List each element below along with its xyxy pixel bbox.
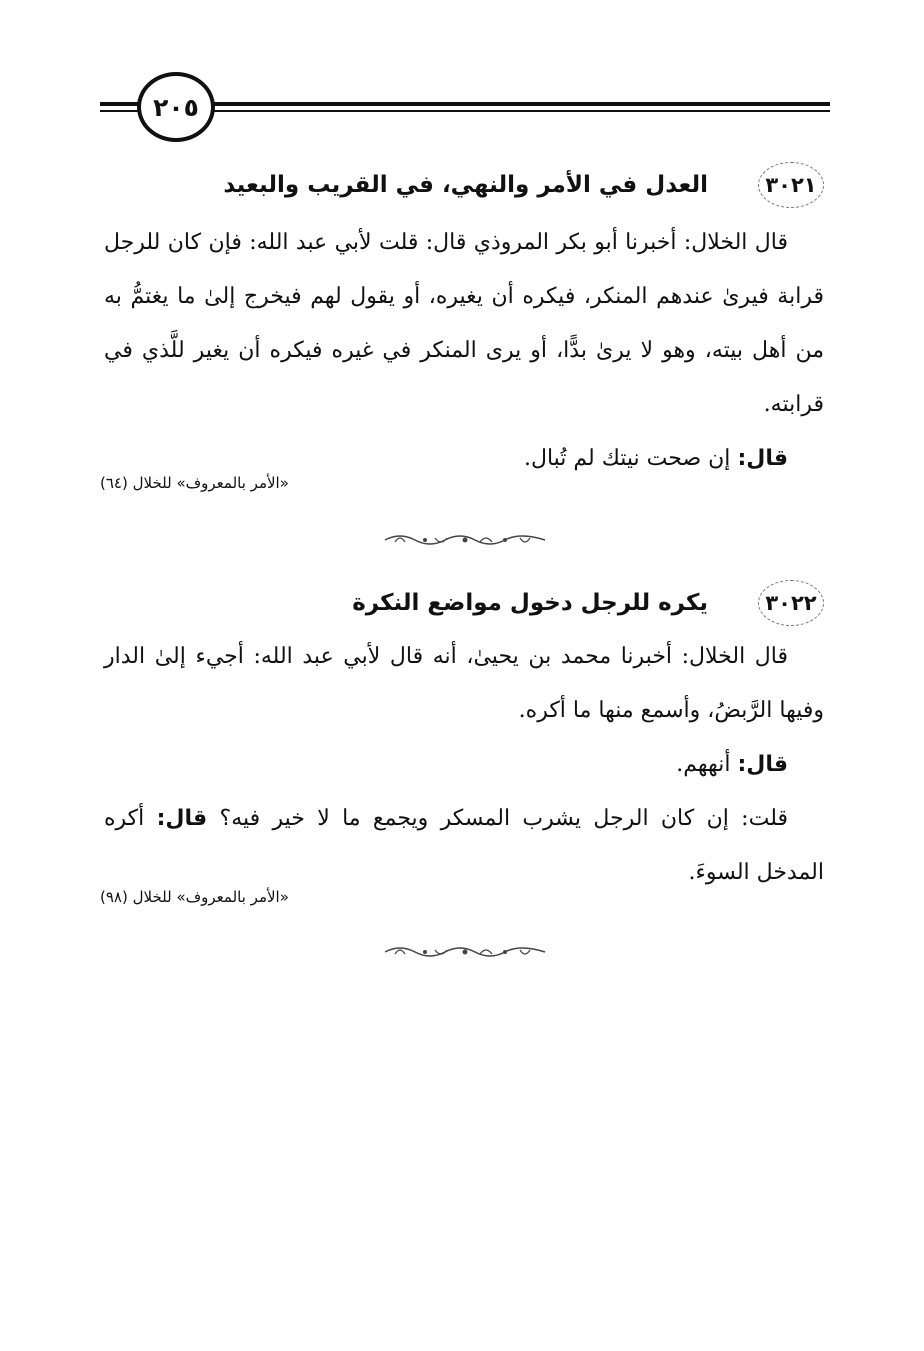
entry-title: العدل في الأمر والنهي، في القريب والبعيد [223, 172, 708, 198]
answer-text: أكره المدخل السوءَ. [104, 806, 824, 885]
entry-body [104, 630, 824, 900]
answer-text: أنههم. [676, 752, 731, 777]
question-text: قلت: إن كان الرجل يشرب المسكر ويجمع ما لا خير فيه؟ [219, 806, 788, 831]
source-citation: «الأمر بالمعروف» للخلال (٩٨) [100, 888, 289, 906]
entry-paragraph: قال الخلال: أخبرنا محمد بن يحيىٰ، أنه قال لأبي عبد الله: أجيء إلىٰ الدار وفيها الرَّبضُ، وأسمع منها ما أكره. [104, 644, 824, 723]
entry-title: يكره للرجل دخول مواضع النكرة [352, 590, 708, 616]
answer-label: قال: [156, 806, 208, 831]
ornament-divider [380, 530, 550, 550]
entry-heading [104, 578, 824, 628]
entry-answer [104, 738, 824, 792]
entry-number: ٣٠٢١ [758, 162, 824, 208]
entry-body [104, 216, 824, 486]
source-citation: «الأمر بالمعروف» للخلال (٦٤) [100, 474, 289, 492]
entry-heading [104, 160, 824, 210]
page-number: ٢٠٥ [137, 72, 215, 142]
answer-label: قال: [737, 446, 788, 471]
ornament-divider [380, 942, 550, 962]
entry-number: ٣٠٢٢ [758, 580, 824, 626]
answer-label: قال: [737, 752, 788, 777]
entry-paragraph: قال الخلال: أخبرنا أبو بكر المروذي قال: قلت لأبي عبد الله: فإن كان للرجل قرابة فيرىٰ عندهم المنكر، فيكره أن يغيره، أو يقول لهم فيخرج إلىٰ ما يغتمُّ به من أهل بيته، وهو لا يرىٰ بدًّا، أو يرى المنكر في غيره فيكره أن يغير للَّذي في قرابته. [104, 230, 824, 417]
answer-text: إن صحت نيتك لم تُبال. [523, 446, 731, 471]
entry-question [104, 792, 824, 900]
